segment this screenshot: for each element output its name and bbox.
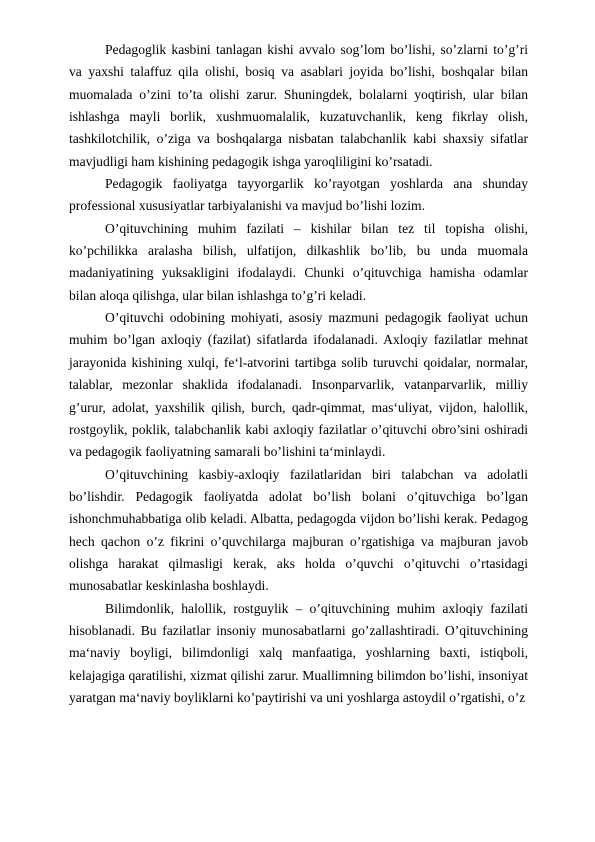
paragraph-1: Pedagoglik kasbini tanlagan kishi avvalo sog’lom bo’lishi, so’zlarni to’g’ri va yaxshi talaffuz qila olishi, bosiq va asablari joyida bo’lishi, boshqalar bilan muomalada o’zini to’ta olishi zarur. Shuningdek, bolalarni yoqtirish, ular bilan ishlashga mayli borlik, xushmuomalalik, kuzatuvchanlik, keng fikrlay olish, tashkilotchilik, o’ziga va boshqalarga nisbatan talabchanlik kabi shaxsiy sifatlar mavjudligi ham kishining pedagogik ishga yaroqliligini ko’rsatadi. <box>69 42 528 169</box>
paragraph-3: O’qituvchining muhim fazilati – kishilar bilan tez til topisha olishi, ko’pchilikka aralasha bilish, ulfatijon, dilkashlik bo’lib, bu unda muomala madaniyatining yuksakligini ifodalaydi. Chunki o’qituvchiga hamisha odamlar bilan aloqa qilishga, ular bilan ishlashga to’g’ri keladi. <box>69 220 528 303</box>
document-page <box>69 39 528 709</box>
paragraph-4: O’qituvchi odobining mohiyati, asosiy mazmuni pedagogik faoliyat uchun muhim bo’lgan axloqiy (fazilat) sifatlarda ifodalanadi. Axloqiy fazilatlar mehnat jarayonida kishining xulqi, fe‘l-atvorini tartibga solib turuvchi qoidalar, normalar, talablar, mezonlar shaklida ifodalanadi. Insonparvarlik, vatanparvarlik, milliy g’urur, adolat, yaxshilik qilish, burch, qadr-qimmat, mas‘uliyat, vijdon, halollik, rostgoylik, poklik, talabchanlik kabi axloqiy fazilatlar o’qituvchi obro’sini oshiradi va pedagogik faoliyatning samarali bo’lishini ta‘minlaydi. <box>69 310 528 460</box>
paragraph-5: O’qituvchining kasbiy-axloqiy fazilatlaridan biri talabchan va adolatli bo’lishdir. Pedagogik faoliyatda adolat bo’lish bolani o’qituvchiga bo’lgan ishonchmuhabbatiga olib keladi. Albatta, pedagogda vijdon bo’lishi kerak. Pedagog hech qachon o’z fikrini o’quvchilarga majburan o’rgatishiga va majburan javob olishga harakat qilmasligi kerak, aks holda o’quvchi o’qituvchi o’rtasidagi munosabatlar keskinlasha boshlaydi. <box>69 466 528 594</box>
paragraph-2: Pedagogik faoliyatga tayyorgarlik ko’rayotgan yoshlarda ana shunday professional xususiyatlar tarbiyalanishi va mavjud bo’lishi lozim. <box>69 176 528 214</box>
paragraph-6: Bilimdonlik, halollik, rostguylik – o’qituvchining muhim axloqiy fazilati hisoblanadi. Bu fazilatlar insoniy munosabatlarni go’zallashtiradi. O’qituvchining ma‘naviy boyligi, bilimdonligi xalq manfaatiga, yoshlarning baxti, istiqboli, kelajagiga qaratilishi, xizmat qilishi zarur. Muallimning bilimdon bo’lishi, insoniyat yaratgan ma‘naviy boyliklarni ko’paytirishi va uni yoshlarga astoydil o’rgatishi, o’z <box>69 600 528 705</box>
